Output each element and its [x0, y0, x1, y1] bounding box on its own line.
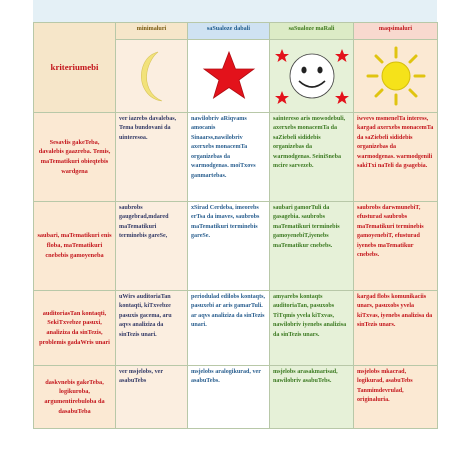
rubric-cell: saubrobs gaugebrad,mdared maTematikuri terminebis gareSe, [116, 202, 188, 291]
criteria-header [34, 23, 116, 113]
rubric-cell: ver iazrebs davalebas, Tema bundovani da uinteresoa. [116, 113, 188, 202]
criterion-text: Sesavlis gakeTeba, davalebis gaazreba. Temis, maTematikuri obieqtebis wardgena [38, 138, 111, 175]
rubric-cell: nawilobriv aRiqvams amocanis Sinaarss,nawilobriv axerxebs monacemTa organizebas da warmodgenas. moiTxovs ganmartebas. [188, 113, 270, 202]
criterion-cell [34, 366, 116, 429]
criterion-text: daskvnebis gakeTeba, logikuroba, argumentirebuloba da dasabuTeba [44, 378, 105, 415]
rubric-cell: msjelobs aralogikurad, ver asabuTebs. [188, 366, 270, 429]
rubric-cell: periodulad edilobs kontaqts, pasuxebi ar aris gamarTuli. ar aqvs analiziza da sinTezis unari. [188, 291, 270, 366]
criterion-cell [34, 291, 116, 366]
rubric-cell: saintereso aris mowodebuli, axerxebs monacemTa da saZiebeli sididebis organizebas da warmodgenas. SeiniSneba mcire sarvezeb. [270, 113, 354, 202]
rubric-cell: xSirad Cerdeba, imeorebs erTsa da imaves, saubrobs maTematikuri terminebis gareSe. [188, 202, 270, 291]
icon-cell-minimal [116, 40, 188, 113]
icon-cell-above-average [270, 40, 354, 113]
rubric-table [33, 22, 438, 429]
level-header-maximal: maqsimaluri [354, 23, 438, 40]
criterion-cell [34, 113, 116, 202]
criterion-cell [34, 202, 116, 291]
rubric-cell: msjelobs arasakmarisad, nawilobriv asabuTebs. [270, 366, 354, 429]
criterion-text: auditoriasTan kontaqti, SekiTxvebze pasuxi, analiziza da sinTezis, problemis gadaWris unari [39, 309, 110, 346]
red-star-icon [201, 48, 257, 104]
header-row [34, 23, 438, 40]
rubric-cell: iwvevs msmenelTa interess, kargad axerxebs monacemTa da saZiebeli sididebis organizebas da warmodgenas. warmodgenili sakiTxi naTeli da gsagebia. [354, 113, 438, 202]
table-row [34, 113, 438, 202]
rubric-cell: ver msjelobs, ver asabuTebs [116, 366, 188, 429]
rubric-cell: uWirs auditoriaTan kontaqti, kiTxvebze pasuxis gacema, aru aqvs analiziza da sinTezis unari. [116, 291, 188, 366]
icon-cell-maximal [354, 40, 438, 113]
top-band [33, 0, 437, 22]
table-row [34, 366, 438, 429]
rubric-cell: kargad flobs komunikaciis unars, pasuxobs yvela kiTxvas, iyenebs analizisa da sinTezis unars. [354, 291, 438, 366]
crescent-moon-icon [132, 46, 172, 106]
table-row [34, 291, 438, 366]
criteria-label: kriteriumebi [50, 61, 99, 72]
level-header-minimal: minimaluri [116, 23, 188, 40]
level-header-below-average: saSualoze dabali [188, 23, 270, 40]
rubric-cell: saubrobs darwmunebiT, efusturad saubrobs maTematikuri terminebis gamoyenebiT, efusturad iyenebs maTematikur cnebebs. [354, 202, 438, 291]
rubric-cell: msjelobs mkacrad, logikurad, asabuTebs Tanmimdevrulad, originaluria. [354, 366, 438, 429]
smiling-face-with-stars-icon [272, 41, 352, 111]
rubric-cell: amyarebs kontaqts auditoriaTan, pasuxobs TiTqmis yvela kiTxvas, nawilobriv iyenebs analizisa da sinTezis unars. [270, 291, 354, 366]
sun-icon [365, 45, 427, 107]
level-header-above-average: saSualoze maRali [270, 23, 354, 40]
criterion-text: saubari, maTematikuri enis floba, maTematikuri cnebebis gamoyeneba [37, 232, 112, 259]
table-row [34, 202, 438, 291]
icon-cell-below-average [188, 40, 270, 113]
rubric-cell: saubari gamorTuli da gasagebia. saubrobs maTematikuri terminebis gamoyenebiT,iyenebs maTematikur cnebebs. [270, 202, 354, 291]
